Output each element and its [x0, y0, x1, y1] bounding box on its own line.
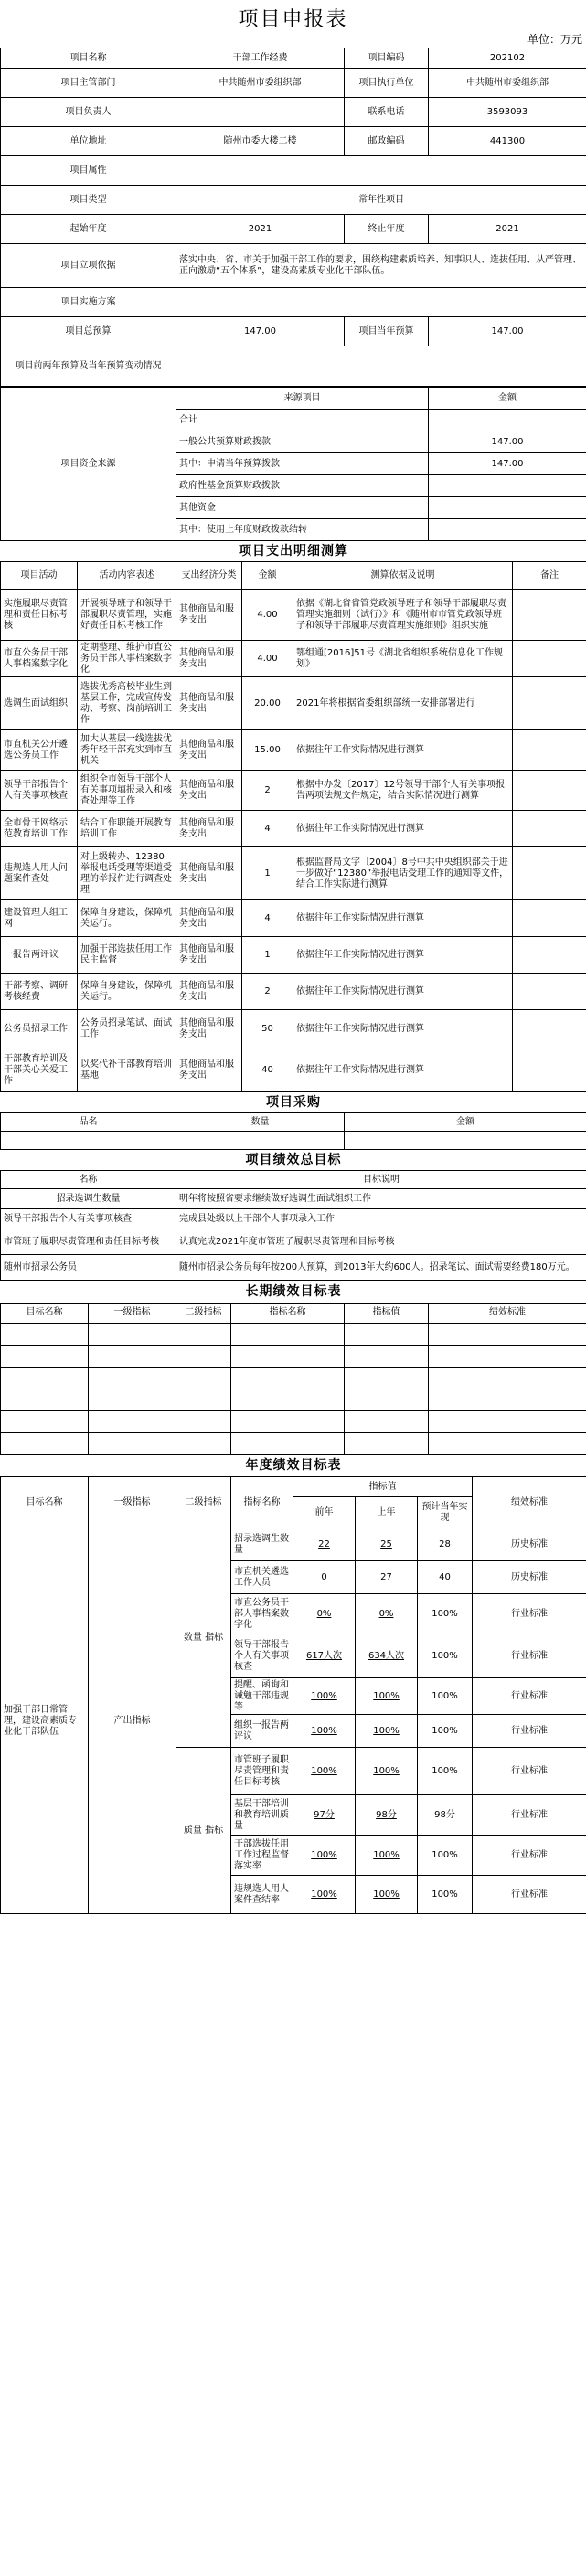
zip-value: 441300 — [429, 127, 586, 156]
dept-label: 项目主管部门 — [1, 69, 176, 98]
annual-e: 100% — [418, 1715, 473, 1748]
expense-amt: 50 — [242, 1010, 293, 1048]
exec-value: 中共随州市委组织部 — [429, 69, 586, 98]
expense-act: 违规选人用人问题案件查处 — [1, 847, 78, 900]
annual-l1: 产出指标 — [89, 1528, 176, 1914]
annual-std: 行业标准 — [473, 1748, 586, 1795]
expense-note — [513, 641, 586, 677]
person-value — [176, 98, 345, 127]
funding-label: 项目资金来源 — [1, 388, 176, 541]
longterm-cell — [176, 1367, 231, 1389]
annual-std: 行业标准 — [473, 1715, 586, 1748]
annual-indicator: 市管班子履职尽责管理和责任目标考核 — [231, 1748, 293, 1795]
longterm-header: 指标名称 — [231, 1303, 345, 1323]
annual-p2: 100% — [293, 1748, 356, 1795]
expense-cls: 其他商品和服务支出 — [176, 974, 242, 1010]
annual-indicator: 干部选拔任用工作过程监督落实率 — [231, 1836, 293, 1876]
expense-note — [513, 937, 586, 974]
expense-note — [513, 1048, 586, 1092]
goal-desc: 随州市招录公务员每年按200人预算，到2013年大约600人。招录笔试、面试需要经费180万元。 — [176, 1255, 586, 1281]
expense-header: 测算依据及说明 — [293, 562, 513, 590]
goal-row — [1, 1189, 586, 1209]
longterm-cell — [429, 1410, 586, 1432]
expense-table — [0, 541, 586, 1092]
expense-row — [1, 900, 586, 937]
annual-p2: 100% — [293, 1715, 356, 1748]
attr-value — [176, 156, 586, 186]
funding-amount — [429, 519, 586, 541]
longterm-empty-row — [1, 1323, 586, 1345]
prev-value — [176, 346, 586, 387]
longterm-cell — [176, 1345, 231, 1367]
expense-header: 项目活动 — [1, 562, 78, 590]
longterm-cell — [89, 1323, 176, 1345]
annual-e: 100% — [418, 1634, 473, 1678]
expense-cls: 其他商品和服务支出 — [176, 641, 242, 677]
annual-table — [0, 1455, 586, 1915]
longterm-cell — [429, 1345, 586, 1367]
procurement-empty-row — [1, 1132, 586, 1150]
basis-label: 项目立项依据 — [1, 244, 176, 288]
expense-act: 选调生面试组织 — [1, 677, 78, 730]
annual-header-ind: 指标名称 — [231, 1477, 293, 1528]
end-value: 2021 — [429, 215, 586, 244]
annual-indicator: 提醒、函询和诫勉干部违规等 — [231, 1678, 293, 1715]
annual-indicator: 招录选调生数量 — [231, 1528, 293, 1561]
expense-basis: 2021年将根据省委组织部统一安排部署进行 — [293, 677, 513, 730]
type-label: 项目类型 — [1, 186, 176, 215]
expense-note — [513, 900, 586, 937]
annual-header-expect: 预计当年实现 — [418, 1497, 473, 1528]
annual-indicator: 组织一报告两评议 — [231, 1715, 293, 1748]
attr-label: 项目属性 — [1, 156, 176, 186]
annual-header-prev1: 上年 — [356, 1497, 418, 1528]
annual-header-std: 绩效标准 — [473, 1477, 586, 1528]
current-label: 项目当年预算 — [345, 317, 429, 346]
procurement-header: 品名 — [1, 1113, 176, 1132]
expense-basis: 依据往年工作实际情况进行测算 — [293, 730, 513, 771]
basic-info-table — [0, 48, 586, 387]
expense-basis: 根据监督局文字〔2004〕8号中共中央组织部关于进一步做好“12380”举报电话受理工作的通知等文件，结合工作实际进行测算 — [293, 847, 513, 900]
longterm-header: 一级指标 — [89, 1303, 176, 1323]
annual-quality: 质量 指标 — [176, 1748, 231, 1914]
goal-name: 招录选调生数量 — [1, 1189, 176, 1209]
annual-indicator: 市直公务员干部人事档案数字化 — [231, 1594, 293, 1634]
annual-p2: 97分 — [293, 1795, 356, 1836]
expense-act: 干部教育培训及干部关心关爱工作 — [1, 1048, 78, 1092]
longterm-cell — [1, 1323, 89, 1345]
longterm-empty-row — [1, 1432, 586, 1454]
annual-p1: 100% — [356, 1836, 418, 1876]
annual-e: 100% — [418, 1836, 473, 1876]
longterm-cell — [89, 1345, 176, 1367]
longterm-cell — [231, 1410, 345, 1432]
expense-act: 公务员招录工作 — [1, 1010, 78, 1048]
expense-cls: 其他商品和服务支出 — [176, 1010, 242, 1048]
longterm-cell — [345, 1345, 429, 1367]
expense-basis: 依据往年工作实际情况进行测算 — [293, 1048, 513, 1092]
expense-row — [1, 730, 586, 771]
longterm-cell — [231, 1432, 345, 1454]
annual-e: 100% — [418, 1876, 473, 1914]
expense-note — [513, 847, 586, 900]
annual-header-val: 指标值 — [293, 1477, 473, 1497]
goals-head-desc: 目标说明 — [176, 1171, 586, 1189]
procurement-header: 数量 — [176, 1113, 345, 1132]
longterm-cell — [231, 1323, 345, 1345]
project-name: 干部工作经费 — [176, 48, 345, 69]
expense-header: 活动内容表述 — [78, 562, 176, 590]
annual-e: 40 — [418, 1561, 473, 1594]
annual-e: 100% — [418, 1594, 473, 1634]
person-label: 项目负责人 — [1, 98, 176, 127]
expense-cls: 其他商品和服务支出 — [176, 811, 242, 847]
expense-act: 实施履职尽责管理和责任目标考核 — [1, 590, 78, 641]
expense-row — [1, 847, 586, 900]
funding-amount — [429, 475, 586, 497]
annual-p1: 25 — [356, 1528, 418, 1561]
longterm-cell — [176, 1432, 231, 1454]
annual-p1: 27 — [356, 1561, 418, 1594]
annual-header-prev2: 前年 — [293, 1497, 356, 1528]
longterm-cell — [231, 1389, 345, 1410]
type-value: 常年性项目 — [176, 186, 586, 215]
annual-p1: 100% — [356, 1748, 418, 1795]
expense-desc: 结合工作职能开展教育培训工作 — [78, 811, 176, 847]
annual-e: 98分 — [418, 1795, 473, 1836]
code-label: 项目编码 — [345, 48, 429, 69]
basis-value: 落实中央、省、市关于加强干部工作的要求，围绕构建素质培养、知事识人、选拔任用、从严管理、正向激励“五个体系”，建设高素质专业化干部队伍。 — [176, 244, 586, 288]
annual-p1: 0% — [356, 1594, 418, 1634]
expense-amt: 2 — [242, 771, 293, 811]
annual-p1: 100% — [356, 1876, 418, 1914]
annual-p2: 100% — [293, 1836, 356, 1876]
expense-note — [513, 590, 586, 641]
annual-std: 行业标准 — [473, 1634, 586, 1678]
project-code: 202102 — [429, 48, 586, 69]
longterm-cell — [1, 1389, 89, 1410]
funding-source: 一般公共预算财政拨款 — [176, 431, 429, 453]
expense-amt: 1 — [242, 847, 293, 900]
longterm-header: 指标值 — [345, 1303, 429, 1323]
annual-std: 历史标准 — [473, 1528, 586, 1561]
longterm-cell — [429, 1323, 586, 1345]
annual-e: 100% — [418, 1748, 473, 1795]
longterm-cell — [345, 1410, 429, 1432]
longterm-cell — [345, 1432, 429, 1454]
expense-cls: 其他商品和服务支出 — [176, 730, 242, 771]
annual-p1: 100% — [356, 1715, 418, 1748]
funding-source: 政府性基金预算财政拨款 — [176, 475, 429, 497]
annual-goal: 加强干部日常管理，建设高素质专业化干部队伍 — [1, 1528, 89, 1914]
annual-quantity: 数量 指标 — [176, 1528, 231, 1748]
longterm-cell — [231, 1345, 345, 1367]
goal-row — [1, 1229, 586, 1255]
annual-p2: 22 — [293, 1528, 356, 1561]
annual-p1: 100% — [356, 1678, 418, 1715]
expense-amt: 1 — [242, 937, 293, 974]
expense-desc: 以奖代补干部教育培训基地 — [78, 1048, 176, 1092]
expense-heading: 项目支出明细测算 — [239, 544, 348, 559]
expense-amt: 15.00 — [242, 730, 293, 771]
expense-cls: 其他商品和服务支出 — [176, 1048, 242, 1092]
annual-indicator: 违规选人用人案件查结率 — [231, 1876, 293, 1914]
expense-amt: 2 — [242, 974, 293, 1010]
annual-std: 行业标准 — [473, 1678, 586, 1715]
expense-amt: 4.00 — [242, 641, 293, 677]
annual-indicator: 基层干部培训和教育培训质量 — [231, 1795, 293, 1836]
expense-row — [1, 974, 586, 1010]
procurement-header: 金额 — [345, 1113, 586, 1132]
prev-label: 项目前两年预算及当年预算变动情况 — [1, 346, 176, 387]
longterm-header: 绩效标准 — [429, 1303, 586, 1323]
phone-value: 3593093 — [429, 98, 586, 127]
expense-desc: 选拔优秀高校毕业生到基层工作，完成宣传发动、考察、岗前培训工作 — [78, 677, 176, 730]
longterm-cell — [89, 1367, 176, 1389]
expense-amt: 4 — [242, 811, 293, 847]
annual-std: 行业标准 — [473, 1795, 586, 1836]
expense-basis: 依据往年工作实际情况进行测算 — [293, 1010, 513, 1048]
start-label: 起始年度 — [1, 215, 176, 244]
goal-desc: 明年将按照省要求继续做好选调生面试组织工作 — [176, 1189, 586, 1209]
expense-desc: 加强干部选拔任用工作民主监督 — [78, 937, 176, 974]
expense-basis: 依据往年工作实际情况进行测算 — [293, 974, 513, 1010]
longterm-cell — [429, 1432, 586, 1454]
funding-source: 合计 — [176, 410, 429, 431]
annual-std: 行业标准 — [473, 1836, 586, 1876]
annual-p1: 634人次 — [356, 1634, 418, 1678]
goal-name: 市管班子履职尽责管理和责任目标考核 — [1, 1229, 176, 1255]
expense-row — [1, 590, 586, 641]
expense-desc: 公务员招录笔试、面试工作 — [78, 1010, 176, 1048]
longterm-header: 二级指标 — [176, 1303, 231, 1323]
expense-note — [513, 811, 586, 847]
longterm-cell — [176, 1389, 231, 1410]
procurement-heading: 项目采购 — [266, 1095, 321, 1110]
longterm-table — [0, 1281, 586, 1455]
plan-label: 项目实施方案 — [1, 288, 176, 317]
expense-header: 金额 — [242, 562, 293, 590]
annual-header-l1: 一级指标 — [89, 1477, 176, 1528]
goal-name: 随州市招录公务员 — [1, 1255, 176, 1281]
expense-note — [513, 1010, 586, 1048]
expense-desc: 保障自身建设，保障机关运行。 — [78, 974, 176, 1010]
expense-basis: 根据中办发〔2017〕12号领导干部个人有关事项报告两项法规文件规定，结合实际情况进行测算 — [293, 771, 513, 811]
expense-row — [1, 811, 586, 847]
annual-header-l2: 二级指标 — [176, 1477, 231, 1528]
expense-desc: 组织全市领导干部个人有关事项填报录入和核查处理等工作 — [78, 771, 176, 811]
expense-cls: 其他商品和服务支出 — [176, 771, 242, 811]
annual-std: 历史标准 — [473, 1561, 586, 1594]
longterm-cell — [429, 1367, 586, 1389]
funding-source: 其中：使用上年度财政拨款结转 — [176, 519, 429, 541]
expense-header: 支出经济分类 — [176, 562, 242, 590]
expense-amt: 20.00 — [242, 677, 293, 730]
current-value: 147.00 — [429, 317, 586, 346]
expense-row — [1, 641, 586, 677]
goal-row — [1, 1255, 586, 1281]
expense-note — [513, 974, 586, 1010]
expense-act: 全市骨干网络示范教育培训工作 — [1, 811, 78, 847]
expense-basis: 依据《湖北省省管党政领导班子和领导干部履职尽责管理实施细则（试行）》和《随州市市管党政领导班子和领导干部履职尽责管理实施细则》组织实施 — [293, 590, 513, 641]
longterm-cell — [345, 1389, 429, 1410]
addr-label: 单位地址 — [1, 127, 176, 156]
annual-indicator: 领导干部报告个人有关事项核查 — [231, 1634, 293, 1678]
total-value: 147.00 — [176, 317, 345, 346]
longterm-cell — [89, 1389, 176, 1410]
annual-heading: 年度绩效目标表 — [245, 1458, 342, 1474]
addr-value: 随州市委大楼二楼 — [176, 127, 345, 156]
phone-label: 联系电话 — [345, 98, 429, 127]
total-label: 项目总预算 — [1, 317, 176, 346]
longterm-heading: 长期绩效目标表 — [245, 1283, 342, 1299]
funding-head-amount: 金额 — [429, 388, 586, 410]
name-label: 项目名称 — [1, 48, 176, 69]
goal-name: 领导干部报告个人有关事项核查 — [1, 1209, 176, 1229]
annual-e: 100% — [418, 1678, 473, 1715]
expense-note — [513, 677, 586, 730]
longterm-cell — [1, 1410, 89, 1432]
procurement-table — [0, 1092, 586, 1150]
expense-desc: 对上级转办、12380举报电话受理等渠道受理的举报件进行调查处理 — [78, 847, 176, 900]
expense-desc: 定期整理、维护市直公务员干部人事档案数字化 — [78, 641, 176, 677]
plan-value — [176, 288, 586, 317]
expense-act: 市直公务员干部人事档案数字化 — [1, 641, 78, 677]
longterm-cell — [89, 1410, 176, 1432]
expense-amt: 40 — [242, 1048, 293, 1092]
funding-amount: 147.00 — [429, 453, 586, 475]
expense-desc: 加大从基层一线选拔优秀年轻干部充实到市直机关 — [78, 730, 176, 771]
annual-p2: 0 — [293, 1561, 356, 1594]
annual-p1: 98分 — [356, 1795, 418, 1836]
expense-cls: 其他商品和服务支出 — [176, 900, 242, 937]
end-label: 终止年度 — [345, 215, 429, 244]
expense-act: 建设管理大组工网 — [1, 900, 78, 937]
goal-row — [1, 1209, 586, 1229]
longterm-cell — [231, 1367, 345, 1389]
annual-row — [1, 1528, 586, 1561]
expense-row — [1, 937, 586, 974]
goals-table — [0, 1150, 586, 1281]
longterm-cell — [1, 1432, 89, 1454]
expense-header: 备注 — [513, 562, 586, 590]
expense-act: 干部考察、调研考核经费 — [1, 974, 78, 1010]
expense-row — [1, 677, 586, 730]
goal-desc: 完成县处级以上干部个人事项录入工作 — [176, 1209, 586, 1229]
annual-std: 行业标准 — [473, 1594, 586, 1634]
longterm-cell — [89, 1432, 176, 1454]
expense-basis: 依据往年工作实际情况进行测算 — [293, 811, 513, 847]
funding-table — [0, 387, 586, 541]
expense-note — [513, 730, 586, 771]
expense-basis: 依据往年工作实际情况进行测算 — [293, 937, 513, 974]
exec-label: 项目执行单位 — [345, 69, 429, 98]
longterm-empty-row — [1, 1410, 586, 1432]
expense-amt: 4 — [242, 900, 293, 937]
annual-p2: 100% — [293, 1678, 356, 1715]
annual-p2: 617人次 — [293, 1634, 356, 1678]
longterm-empty-row — [1, 1345, 586, 1367]
expense-row — [1, 1048, 586, 1092]
expense-cls: 其他商品和服务支出 — [176, 677, 242, 730]
funding-amount: 147.00 — [429, 431, 586, 453]
longterm-cell — [176, 1410, 231, 1432]
expense-basis: 鄂组通[2016]51号《湖北省组织系统信息化工作规划》 — [293, 641, 513, 677]
funding-source: 其他资金 — [176, 497, 429, 519]
expense-row — [1, 771, 586, 811]
goals-heading: 项目绩效总目标 — [245, 1153, 342, 1167]
expense-desc: 开展领导班子和领导干部履职尽责管理，实施好责任目标考核工作 — [78, 590, 176, 641]
annual-header-name: 目标名称 — [1, 1477, 89, 1528]
longterm-cell — [345, 1323, 429, 1345]
expense-cls: 其他商品和服务支出 — [176, 937, 242, 974]
expense-amt: 4.00 — [242, 590, 293, 641]
longterm-cell — [1, 1367, 89, 1389]
annual-std: 行业标准 — [473, 1876, 586, 1914]
zip-label: 邮政编码 — [345, 127, 429, 156]
expense-desc: 保障自身建设，保障机关运行。 — [78, 900, 176, 937]
longterm-cell — [176, 1323, 231, 1345]
expense-note — [513, 771, 586, 811]
goals-head-name: 名称 — [1, 1171, 176, 1189]
annual-p2: 0% — [293, 1594, 356, 1634]
longterm-cell — [1, 1345, 89, 1367]
longterm-cell — [345, 1367, 429, 1389]
funding-amount — [429, 497, 586, 519]
longterm-cell — [429, 1389, 586, 1410]
expense-act: 市直机关公开遴选公务员工作 — [1, 730, 78, 771]
expense-basis: 依据往年工作实际情况进行测算 — [293, 900, 513, 937]
dept-value: 中共随州市委组织部 — [176, 69, 345, 98]
annual-p2: 100% — [293, 1876, 356, 1914]
funding-head-source: 来源项目 — [176, 388, 429, 410]
longterm-empty-row — [1, 1389, 586, 1410]
unit-label: 单位：万元 — [527, 33, 582, 46]
longterm-empty-row — [1, 1367, 586, 1389]
expense-act: 一报告两评议 — [1, 937, 78, 974]
longterm-header: 目标名称 — [1, 1303, 89, 1323]
funding-source: 其中：申请当年预算拨款 — [176, 453, 429, 475]
start-value: 2021 — [176, 215, 345, 244]
expense-cls: 其他商品和服务支出 — [176, 847, 242, 900]
expense-act: 领导干部报告个人有关事项核查 — [1, 771, 78, 811]
goal-desc: 认真完成2021年度市管班子履职尽责管理和目标考核 — [176, 1229, 586, 1255]
page-title: 项目申报表 — [238, 8, 348, 31]
funding-amount — [429, 410, 586, 431]
annual-e: 28 — [418, 1528, 473, 1561]
expense-row — [1, 1010, 586, 1048]
expense-cls: 其他商品和服务支出 — [176, 590, 242, 641]
annual-indicator: 市直机关遴选工作人员 — [231, 1561, 293, 1594]
